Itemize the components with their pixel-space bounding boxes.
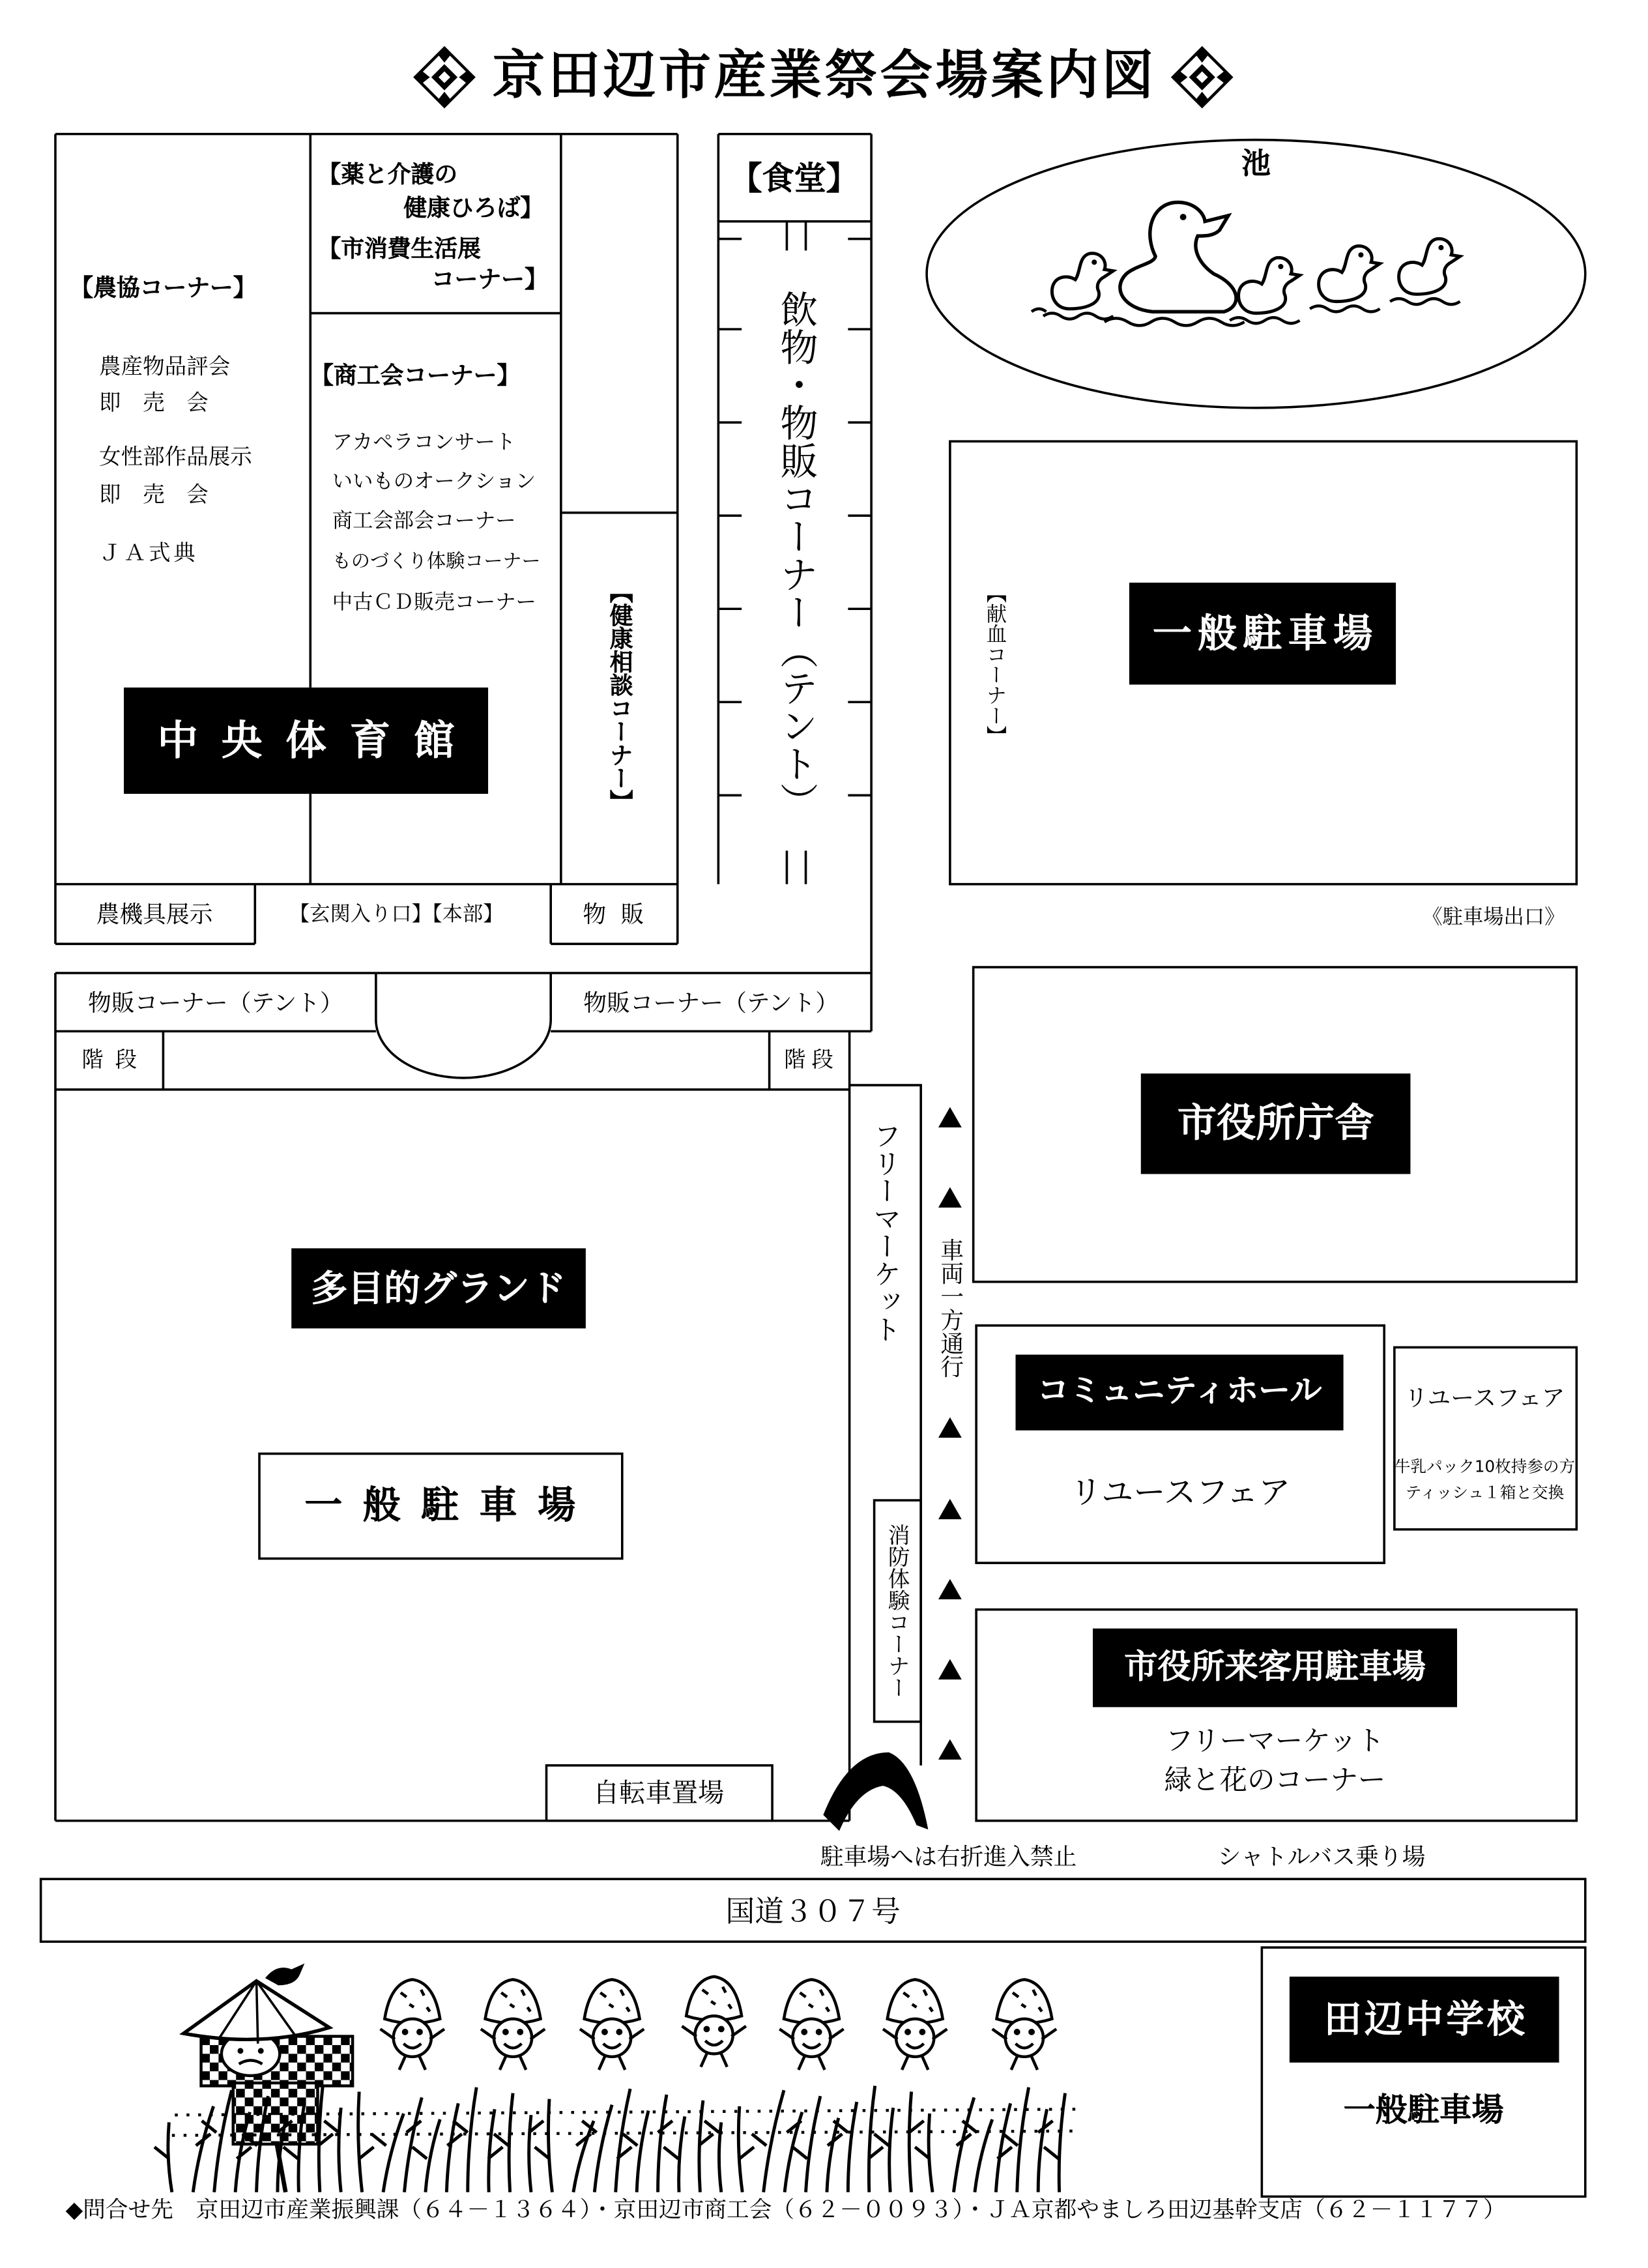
cafeteria-label: 【食堂】 — [730, 162, 859, 198]
contact-footer: ◆問合せ先 京田辺市産業振興課（６４－１３６４）・京田辺市商工会（６２－００９３）・ＪＡ京都やましろ田辺基幹支店（６２－１１７７） — [65, 2196, 1506, 2224]
pond-label: 池 — [1241, 145, 1271, 181]
ja-corner-item: 女性部作品展示 — [99, 443, 252, 470]
commerce-corner-item: いいものオークション — [332, 470, 536, 494]
shuttle-stop-label: シャトルバス乗り場 — [1217, 1842, 1426, 1870]
one-way-arrow-icon — [938, 1107, 962, 1127]
ground-outline — [55, 973, 850, 1821]
gym-label: 中央体育館 — [124, 688, 488, 794]
community-hall-event: リユースフェア — [1069, 1476, 1291, 1512]
commerce-corner-item: 中古ＣＤ販売コーナー — [332, 591, 536, 615]
ground-label: 多目的グランド — [291, 1248, 586, 1328]
community-hall-label: コミュニティホール — [1015, 1355, 1343, 1431]
tent-right-label: 物販コーナー（テント） — [583, 989, 839, 1017]
commerce-corner-heading: 【商工会コーナー】 — [310, 361, 521, 389]
entrance-label: 【玄関入り口】【本部】 — [289, 903, 504, 927]
road-label: 国道３０７号 — [725, 1893, 901, 1929]
one-way-label: 車両一方通行 — [936, 1238, 965, 1378]
bicycle-parking-label: 自転車置場 — [593, 1778, 725, 1809]
ornament-icon — [415, 48, 473, 106]
sales-label: 物販 — [583, 900, 659, 928]
one-way-arrow-icon — [938, 1579, 962, 1599]
consumer-fair-label: コーナー】 — [431, 265, 548, 293]
mushroom-icon — [381, 1977, 1057, 2070]
scarecrow-icon — [184, 1964, 353, 2192]
ja-corner-item: ＪＡ式典 — [99, 540, 199, 566]
machinery-label: 農機具展示 — [96, 900, 213, 928]
stairs-right-label: 階段 — [783, 1046, 839, 1073]
reuse-note-line: ティッシュ１箱と交換 — [1405, 1483, 1565, 1503]
no-right-turn-arrow-icon — [823, 1752, 928, 1831]
school-label: 田辺中学校 — [1290, 1977, 1559, 2063]
health-plaza-label: 健康ひろば】 — [403, 194, 544, 222]
ja-corner-item: 農産物品評会 — [99, 353, 231, 380]
ground-parking-label: 一般駐車場 — [304, 1484, 596, 1528]
one-way-arrow-icon — [938, 1187, 962, 1208]
visitor-parking-line: フリーマーケット — [1165, 1725, 1385, 1758]
tent-left-label: 物販コーナー（テント） — [88, 989, 343, 1017]
one-way-arrow-icon — [938, 1659, 962, 1679]
one-way-arrow-icon — [938, 1499, 962, 1519]
ja-corner-item: 即 売 会 — [99, 389, 209, 416]
commerce-corner-item: アカペラコンサート — [332, 431, 516, 455]
stairs-left-label: 階段 — [81, 1046, 149, 1073]
reuse-note-line: 牛乳パック10枚持参の方 — [1394, 1457, 1576, 1477]
duck-icon — [1032, 202, 1460, 325]
fire-dept-label: 消防体験コーナー — [885, 1523, 912, 1699]
consumer-fair-label: 【市消費生活展 — [317, 234, 481, 263]
ja-corner-item: 即 売 会 — [99, 481, 209, 508]
parking-exit-label: 《駐車場出口》 — [1422, 906, 1565, 929]
blood-drive-label: 【献血コーナー】 — [983, 582, 1007, 746]
city-hall-label: 市役所庁舎 — [1141, 1073, 1411, 1174]
page-title: 京田辺市産業祭会場案内図 — [492, 46, 1157, 107]
cafeteria-tent-label: 飲物・物販コーナー（テント） — [773, 289, 818, 821]
one-way-arrow-icon — [938, 1418, 962, 1438]
health-consult-label: 【健康相談コーナー】 — [606, 579, 634, 813]
commerce-corner-item: ものづくり体験コーナー — [332, 551, 541, 574]
health-plaza-label: 【薬と介護の — [317, 160, 458, 188]
parking-east-label: 一般駐車場 — [1129, 583, 1396, 684]
visitor-parking-label: 市役所来客用駐車場 — [1093, 1629, 1457, 1708]
no-right-turn-label: 駐車場へは右折進入禁止 — [820, 1842, 1077, 1870]
flea-market-lane-label: フリーマーケット — [869, 1121, 901, 1343]
commerce-corner-item: 商工会部会コーナー — [332, 510, 516, 534]
one-way-arrow-icon — [938, 1739, 962, 1760]
school-parking-label: 一般駐車場 — [1343, 2093, 1504, 2130]
ornament-icon — [1173, 48, 1231, 106]
visitor-parking-line: 緑と花のコーナー — [1164, 1764, 1386, 1797]
reuse-note-title: リユースフェア — [1404, 1384, 1565, 1412]
ja-corner-heading: 【農協コーナー】 — [70, 274, 257, 302]
